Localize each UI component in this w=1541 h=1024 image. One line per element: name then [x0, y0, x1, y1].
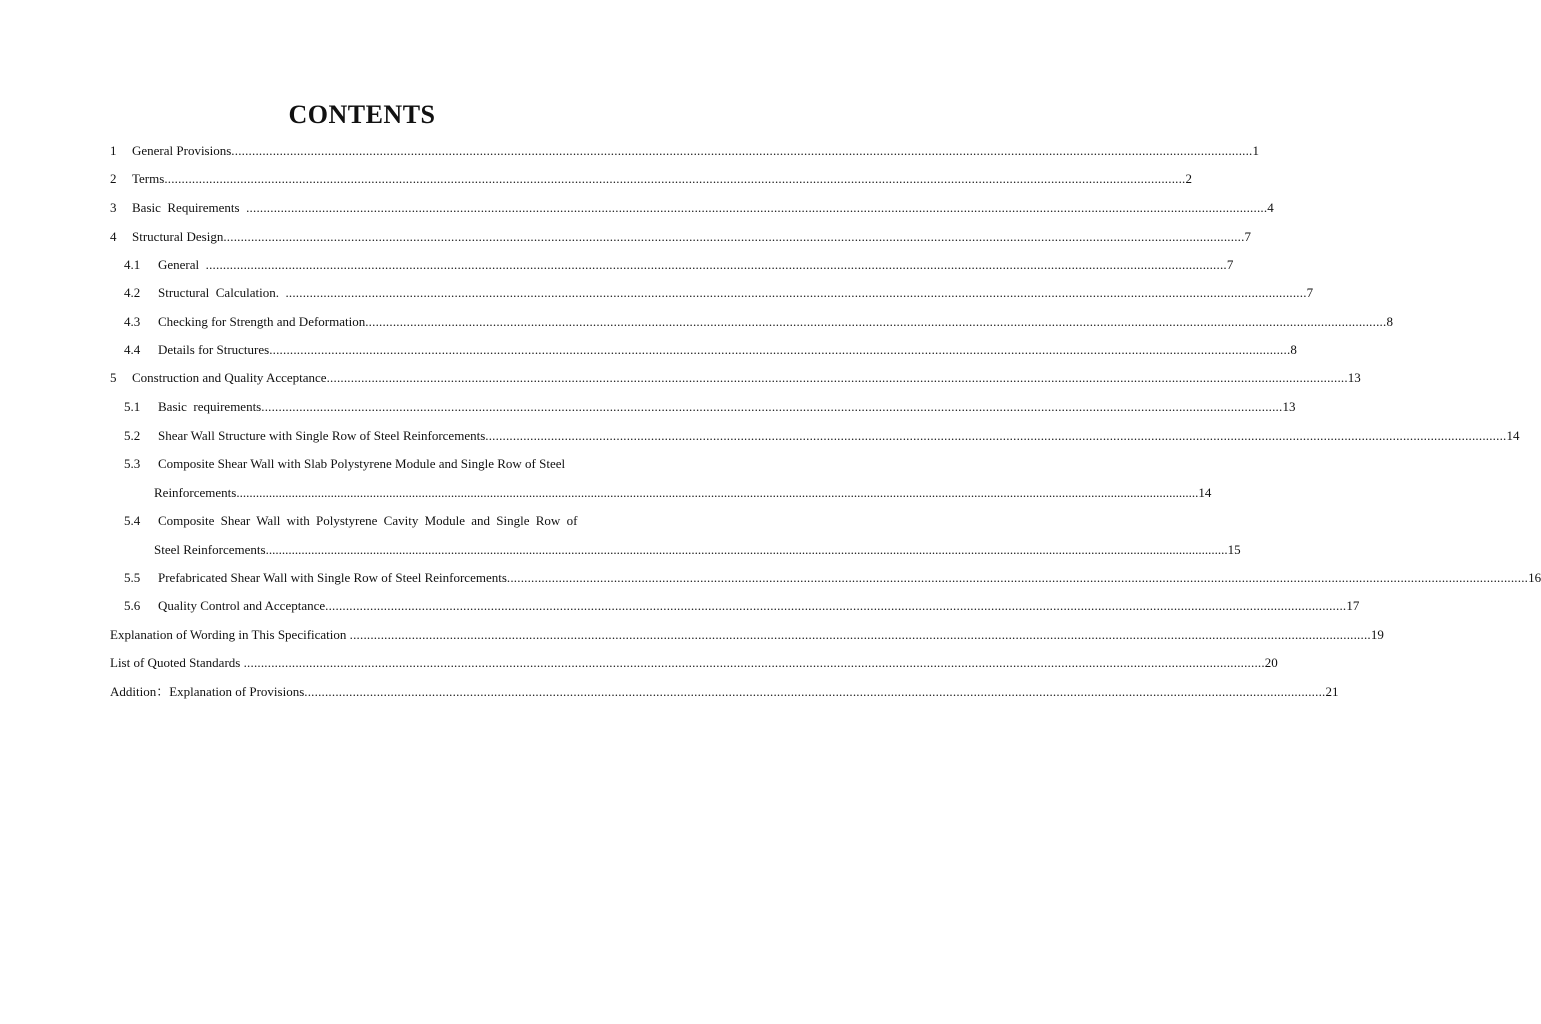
toc-entry-explanation-of-wording[interactable] [110, 627, 1384, 643]
toc-label: General Provisions [132, 143, 232, 158]
toc-entry-4-4[interactable] [124, 342, 1297, 358]
toc-page-number: 4 [1267, 200, 1274, 215]
toc-leader [164, 171, 1185, 187]
toc-page-number: 7 [1244, 229, 1252, 244]
toc-number: 4.4 [124, 342, 141, 357]
toc-leader [246, 200, 1267, 216]
toc-leader [507, 570, 1528, 586]
toc-leader [223, 229, 1244, 245]
toc-entry-4-1[interactable] [124, 257, 1234, 273]
toc-number: 3 [110, 200, 117, 215]
toc-entry-4-3[interactable] [124, 314, 1393, 330]
toc-number: 1 [110, 143, 117, 158]
toc-number: 4.1 [124, 257, 141, 272]
toc-leader [350, 627, 1371, 643]
toc-entry-4[interactable] [110, 229, 1252, 245]
toc-label: Checking for Strength and Deformation [158, 314, 366, 329]
toc-entry-1[interactable] [110, 143, 1259, 159]
toc-label: Shear Wall Structure with Single Row of Steel Reinforcements [158, 428, 486, 443]
toc-label: Details for Structures [158, 342, 270, 357]
toc-label: Explanation of Wording in This Specification [110, 627, 350, 642]
toc-page-number: 21 [1325, 684, 1339, 699]
toc-label-line2 [154, 485, 1212, 501]
toc-page-number: 14 [1506, 428, 1520, 443]
toc-entry-5-2[interactable] [124, 428, 1520, 444]
toc-entry-quoted-standards[interactable] [110, 655, 1278, 671]
toc-label: Addition：Explanation of Provisions [110, 684, 305, 699]
toc-label: List of Quoted Standards [110, 655, 244, 670]
toc-number: 2 [110, 171, 117, 186]
toc-number: 5 [110, 370, 117, 385]
toc-page-number: 17 [1346, 598, 1360, 613]
toc-entry-3[interactable] [110, 200, 1274, 216]
toc-number: 5.3 [124, 456, 141, 471]
toc-leader [325, 598, 1346, 614]
toc-label: Basic Requirements [132, 200, 247, 215]
toc-label: Terms [132, 171, 165, 186]
toc-label-line1 [158, 513, 614, 529]
toc-leader [236, 485, 1198, 501]
toc-label: General [158, 257, 206, 272]
toc-leader [365, 314, 1386, 330]
toc-number: 5.2 [124, 428, 141, 443]
toc-leader [244, 655, 1265, 671]
toc-entry-addition[interactable] [110, 684, 1339, 700]
toc-label-line2 [154, 542, 1241, 558]
toc-leader [285, 285, 1306, 301]
toc-label-continued: Steel Reinforcements [154, 542, 266, 557]
toc-page-number: 7 [1226, 257, 1234, 272]
toc-page-number: 8 [1290, 342, 1297, 357]
toc-leader [269, 342, 1290, 358]
toc-label: Quality Control and Acceptance [158, 598, 326, 613]
toc-leader [266, 542, 1228, 558]
toc-page-number: 19 [1370, 627, 1384, 642]
toc-number: 5.6 [124, 598, 141, 613]
toc-leader [485, 428, 1506, 444]
toc-page-number: 2 [1185, 171, 1193, 186]
toc-page-number: 1 [1252, 143, 1259, 158]
page-title: CONTENTS [288, 100, 436, 129]
toc-number: 5.5 [124, 570, 141, 585]
toc-page-number: 13 [1347, 370, 1361, 385]
toc-page-number: 20 [1264, 655, 1278, 670]
toc-number: 5.4 [124, 513, 141, 528]
toc-page-number: 7 [1306, 285, 1314, 300]
toc-entry-2[interactable] [110, 171, 1193, 187]
toc-label-continued: Reinforcements [154, 485, 237, 500]
toc-entry-5-4[interactable] [124, 513, 1241, 559]
toc-label: Construction and Quality Acceptance [132, 370, 327, 385]
toc-number: 4.3 [124, 314, 141, 329]
toc-page-number: 14 [1198, 485, 1212, 500]
toc-label: Structural Design [132, 229, 224, 244]
toc-entry-5-3[interactable] [124, 456, 1212, 502]
toc-label: Composite Shear Wall with Polystyrene Cavity Module and Single Row of [158, 513, 578, 528]
toc-leader [327, 370, 1348, 386]
toc-leader [231, 143, 1252, 159]
toc-leader [261, 399, 1282, 415]
toc-number: 5.1 [124, 399, 141, 414]
toc-entry-5-5[interactable] [124, 570, 1541, 586]
toc-label-line1 [158, 456, 614, 472]
toc-entry-5-1[interactable] [124, 399, 1296, 415]
toc-label: Composite Shear Wall with Slab Polystyrene Module and Single Row of Steel [158, 456, 566, 471]
toc-entry-5[interactable] [110, 370, 1361, 386]
toc-entry-5-6[interactable] [124, 598, 1360, 614]
toc-label: Structural Calculation. [158, 285, 286, 300]
toc-label: Basic requirements [158, 399, 262, 414]
toc-leader [304, 684, 1325, 700]
toc-page-number: 15 [1227, 542, 1241, 557]
toc-page-number: 8 [1386, 314, 1393, 329]
toc-label: Prefabricated Shear Wall with Single Row of Steel Reinforcements [158, 570, 507, 585]
toc-leader [206, 257, 1227, 273]
toc-page-number: 13 [1282, 399, 1296, 414]
toc-entry-4-2[interactable] [124, 285, 1314, 301]
toc-number: 4.2 [124, 285, 141, 300]
toc-number: 4 [110, 229, 117, 244]
toc-page-number: 16 [1528, 570, 1541, 585]
